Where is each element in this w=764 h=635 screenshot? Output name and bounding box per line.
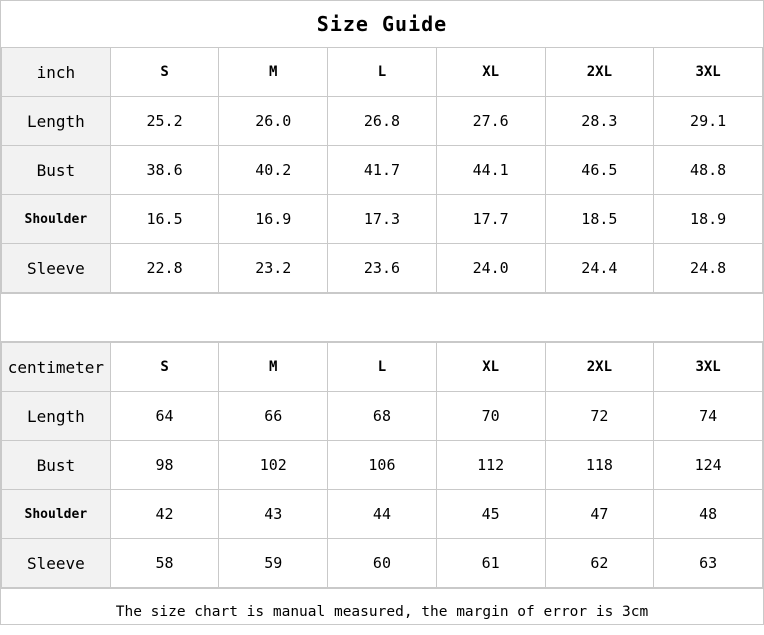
table-row — [2, 97, 763, 146]
column-header-2xl: 2XL — [545, 48, 654, 97]
cell-cm-bust-s: 98 — [110, 441, 219, 490]
cell-inch-sleeve-l: 23.6 — [328, 244, 437, 293]
cell-cm-bust-m: 102 — [219, 441, 328, 490]
row-label-shoulder: Shoulder — [2, 490, 111, 539]
size-table-inch — [1, 47, 763, 293]
cell-cm-shoulder-3xl: 48 — [654, 490, 763, 539]
cell-cm-shoulder-xl: 45 — [436, 490, 545, 539]
unit-label-centimeter: centimeter — [2, 343, 111, 392]
cell-inch-sleeve-2xl: 24.4 — [545, 244, 654, 293]
column-header-xl: XL — [436, 343, 545, 392]
cell-inch-sleeve-s: 22.8 — [110, 244, 219, 293]
table-row — [2, 244, 763, 293]
cell-inch-bust-2xl: 46.5 — [545, 146, 654, 195]
cell-inch-length-xl: 27.6 — [436, 97, 545, 146]
cell-cm-sleeve-3xl: 63 — [654, 539, 763, 588]
cell-inch-length-l: 26.8 — [328, 97, 437, 146]
row-label-length: Length — [2, 392, 111, 441]
cell-inch-shoulder-xl: 17.7 — [436, 195, 545, 244]
row-label-shoulder: Shoulder — [2, 195, 111, 244]
cell-inch-shoulder-s: 16.5 — [110, 195, 219, 244]
cell-cm-sleeve-m: 59 — [219, 539, 328, 588]
cell-cm-bust-l: 106 — [328, 441, 437, 490]
row-label-sleeve: Sleeve — [2, 244, 111, 293]
table-row — [2, 539, 763, 588]
cell-inch-sleeve-m: 23.2 — [219, 244, 328, 293]
cell-cm-length-3xl: 74 — [654, 392, 763, 441]
column-header-3xl: 3XL — [654, 343, 763, 392]
cell-cm-bust-xl: 112 — [436, 441, 545, 490]
cell-inch-bust-3xl: 48.8 — [654, 146, 763, 195]
cell-inch-shoulder-2xl: 18.5 — [545, 195, 654, 244]
cell-cm-sleeve-2xl: 62 — [545, 539, 654, 588]
table-separator — [1, 293, 763, 342]
table-row — [2, 441, 763, 490]
cell-inch-length-2xl: 28.3 — [545, 97, 654, 146]
cell-cm-sleeve-s: 58 — [110, 539, 219, 588]
cell-cm-length-m: 66 — [219, 392, 328, 441]
cell-cm-shoulder-2xl: 47 — [545, 490, 654, 539]
cell-cm-length-s: 64 — [110, 392, 219, 441]
table-header-row — [2, 48, 763, 97]
cell-inch-shoulder-3xl: 18.9 — [654, 195, 763, 244]
cell-cm-length-2xl: 72 — [545, 392, 654, 441]
cell-inch-bust-m: 40.2 — [219, 146, 328, 195]
cell-inch-shoulder-l: 17.3 — [328, 195, 437, 244]
table-row — [2, 146, 763, 195]
column-header-m: M — [219, 343, 328, 392]
table-header-row — [2, 343, 763, 392]
cell-inch-bust-xl: 44.1 — [436, 146, 545, 195]
cell-inch-shoulder-m: 16.9 — [219, 195, 328, 244]
column-header-l: L — [328, 48, 437, 97]
cell-cm-sleeve-xl: 61 — [436, 539, 545, 588]
column-header-3xl: 3XL — [654, 48, 763, 97]
cell-cm-shoulder-m: 43 — [219, 490, 328, 539]
cell-inch-bust-s: 38.6 — [110, 146, 219, 195]
column-header-s: S — [110, 343, 219, 392]
page-title: Size Guide — [316, 12, 448, 36]
column-header-s: S — [110, 48, 219, 97]
table-row — [2, 392, 763, 441]
cell-cm-shoulder-s: 42 — [110, 490, 219, 539]
cell-cm-bust-2xl: 118 — [545, 441, 654, 490]
table-row — [2, 490, 763, 539]
column-header-xl: XL — [436, 48, 545, 97]
cell-inch-sleeve-xl: 24.0 — [436, 244, 545, 293]
cell-inch-length-s: 25.2 — [110, 97, 219, 146]
footer-note: The size chart is manual measured, the margin of error is 3cm — [1, 588, 763, 635]
cell-inch-length-m: 26.0 — [219, 97, 328, 146]
unit-label-inch: inch — [2, 48, 111, 97]
cell-cm-bust-3xl: 124 — [654, 441, 763, 490]
cell-inch-length-3xl: 29.1 — [654, 97, 763, 146]
cell-cm-length-xl: 70 — [436, 392, 545, 441]
column-header-2xl: 2XL — [545, 343, 654, 392]
row-label-sleeve: Sleeve — [2, 539, 111, 588]
cell-cm-shoulder-l: 44 — [328, 490, 437, 539]
size-table-centimeter — [1, 342, 763, 588]
cell-cm-sleeve-l: 60 — [328, 539, 437, 588]
cell-inch-sleeve-3xl: 24.8 — [654, 244, 763, 293]
cell-cm-length-l: 68 — [328, 392, 437, 441]
row-label-bust: Bust — [2, 441, 111, 490]
table-row — [2, 195, 763, 244]
row-label-bust: Bust — [2, 146, 111, 195]
column-header-m: M — [219, 48, 328, 97]
cell-inch-bust-l: 41.7 — [328, 146, 437, 195]
column-header-l: L — [328, 343, 437, 392]
row-label-length: Length — [2, 97, 111, 146]
